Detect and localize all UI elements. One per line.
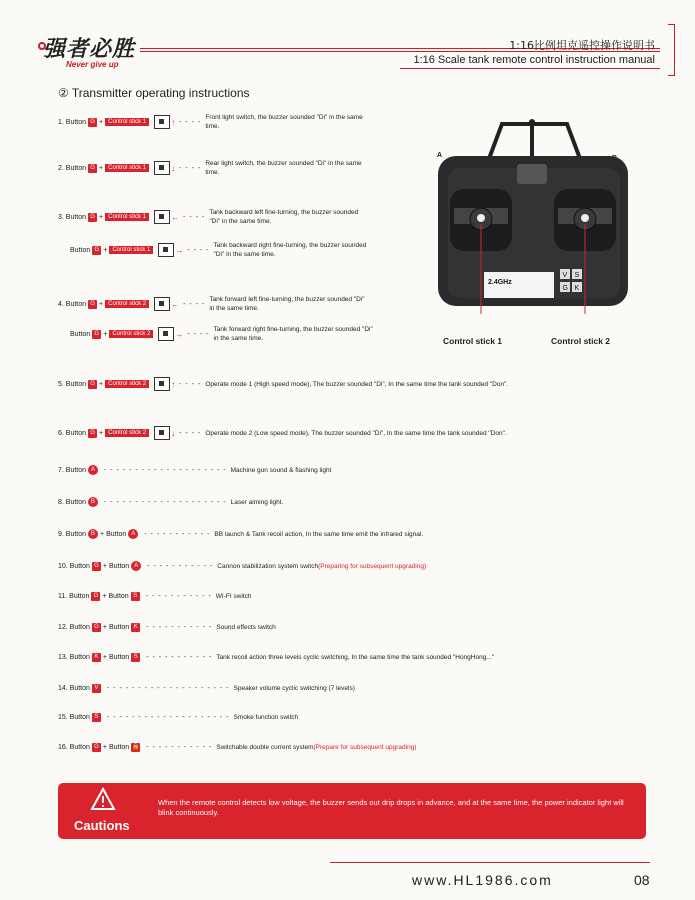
freq-label: 2.4GHz <box>488 279 512 286</box>
key-icon: G <box>92 623 101 632</box>
key-icon: K <box>131 623 140 632</box>
key-icon: 🔒 <box>131 744 140 750</box>
plus-label: + Button <box>102 624 130 631</box>
instruction-row: 7. Button A - - - - - - - - - - - - - - - - - - - - Machine gun sound & flashing light <box>58 466 332 474</box>
plus-label: + Button <box>102 654 130 661</box>
key-icon: S <box>131 653 140 662</box>
row-description: Tank forward right fine-turning, the buzzer sounded "Di" in the same time. <box>213 326 373 342</box>
control-stick-1-label: Control stick 1 <box>443 336 503 346</box>
remote-key-k: K <box>574 285 580 292</box>
g-key-icon: G <box>88 429 97 438</box>
row-number: 2. Button <box>58 164 87 172</box>
g-key-icon: G <box>92 330 101 339</box>
header-title-cn: 1:16比例坦克遥控操作说明书 <box>509 39 655 52</box>
key-icon: G <box>92 743 101 752</box>
instruction-row: 6. Button G + Control stick 2 ↓ - - - - Operate mode 2 (Low speed mode), The buzzer sounded "Di", In the same time the tank sounded "Don". <box>58 426 585 440</box>
row-description: Laser aiming light. <box>230 498 284 506</box>
g-key-icon: G <box>92 246 101 255</box>
direction-arrow-icon: ↓ <box>171 163 176 173</box>
footer-url: www.HL1986.com <box>412 872 553 888</box>
plus-label: + Button <box>100 530 127 538</box>
key-icon: B <box>88 497 98 507</box>
row-number: 8. Button <box>58 498 87 506</box>
key-icon: S <box>92 713 101 722</box>
stick-badge: Control stick 1 <box>105 118 149 126</box>
header-rule-bottom <box>400 68 660 69</box>
row-description: Operate mode 2 (Low speed mode), The buzzer sounded "Di", In the same time the tank sounded "Don". <box>205 429 507 437</box>
key-icon: K <box>92 653 101 662</box>
row-description: Machine gun sound & flashing light <box>230 466 332 474</box>
row-description: Tank backward right fine-turning, the buzzer sounded "Di" in the same time. <box>213 242 367 258</box>
page-bracket <box>668 24 675 76</box>
remote-key-g: G <box>562 285 568 292</box>
control-stick-2-label: Control stick 2 <box>551 336 611 346</box>
row-description: Speaker volume cyclic switching (7 levels) <box>233 685 355 692</box>
instruction-row: 12. Button G + Button K - - - - - - - - - - - Sound effects switch <box>58 624 276 631</box>
key-icon: A <box>131 561 141 571</box>
direction-arrow-icon: ← <box>171 299 180 309</box>
row-description: Tank forward left fine-turning, the buzzer sounded "Di" in the same time. <box>209 296 365 312</box>
instruction-row: 8. Button B - - - - - - - - - - - - - - - - - - - - Laser aiming light. <box>58 498 284 506</box>
logo-text: 强者必胜 <box>43 36 136 62</box>
row-note: (Prepare for subsequent upgrading) <box>313 744 417 751</box>
row-number: 14. Button <box>58 685 90 692</box>
caution-text: When the remote control detects low voltage, the buzzer sends out drip drops in advance, and at the same time, the power indicator light will blink continuously. <box>158 798 624 817</box>
instruction-row: 5. Button G + Control stick 2 ↑ - - - - Operate mode 1 (High speed mode), The buzzer sounded "Di", In the same time the tank sounded "Don". <box>58 377 585 391</box>
key-icon: G <box>91 592 100 601</box>
row-description: Switchable double current system <box>216 744 314 751</box>
g-key-icon: G <box>88 164 97 173</box>
instruction-row: 9. Button B + Button A - - - - - - - - - - - BB launch & Tank recoil action, In the same time emit the infrared signal. <box>58 530 424 538</box>
instruction-row: 14. Button V - - - - - - - - - - - - - - - - - - - - Speaker volume cyclic switching (7 levels) <box>58 685 355 692</box>
header-title-en: 1:16 Scale tank remote control instruction manual <box>413 54 655 66</box>
row-description: Front light switch, the buzzer sounded "Di" in the same time. <box>205 114 363 130</box>
direction-arrow-icon: → <box>175 245 184 255</box>
direction-arrow-icon: ↑ <box>171 379 176 389</box>
remote-label-b: B <box>612 155 618 162</box>
joystick-icon <box>158 243 174 257</box>
key-icon: A <box>128 529 138 539</box>
stick-badge: Control stick 2 <box>109 330 153 338</box>
page-number: 08 <box>634 872 650 888</box>
row-description: Rear light switch, the buzzer sounded "Di" in the same time. <box>205 160 362 176</box>
joystick-icon <box>154 377 170 391</box>
key-icon: A <box>88 465 98 475</box>
instruction-row: 16. Button G + Button 🔒 - - - - - - - - - - - Switchable double current system (Prepare for subsequent upgrading) <box>58 744 417 751</box>
remote-control-illustration <box>432 114 632 314</box>
row-number: 9. Button <box>58 530 87 538</box>
direction-arrow-icon: ← <box>171 212 180 222</box>
plus-label: + Button <box>102 593 129 600</box>
row-description: Sound effects switch <box>216 624 276 631</box>
g-key-icon: G <box>88 300 97 309</box>
caution-title: Cautions <box>74 818 130 833</box>
stick-badge: Control stick 1 <box>105 164 149 172</box>
row-description: BB launch & Tank recoil action, In the same time emit the infrared signal. <box>214 530 424 538</box>
stick-badge: Control stick 1 <box>105 213 149 221</box>
stick-badge: Control stick 2 <box>105 429 149 437</box>
instruction-row: 15. Button S - - - - - - - - - - - - - - - - - - - - Smoke function switch <box>58 714 299 721</box>
g-key-icon: G <box>88 213 97 222</box>
row-number: Button <box>70 246 91 254</box>
key-icon: V <box>92 684 101 693</box>
g-key-icon: G <box>88 380 97 389</box>
instruction-row: 1. Button G + Control stick 1 ↑ - - - - Front light switch, the buzzer sounded "Di" in the same time. <box>58 113 365 131</box>
warning-icon <box>90 787 116 811</box>
row-note: (Preparing for subsequent upgrading) <box>318 562 427 570</box>
g-key-icon: G <box>88 118 97 127</box>
footer-rule <box>330 862 650 863</box>
instruction-row: Button G + Control stick 2 → - - - - Tank forward right fine-turning, the buzzer sounded "Di" in the same time. <box>70 326 373 342</box>
instruction-row: 10. Button G + Button A - - - - - - - - - - - Cannon stabilization system switch (Preparing for subsequent upgrading) <box>58 562 427 570</box>
row-number: 4. Button <box>58 300 87 308</box>
row-number: 13. Button <box>58 654 90 661</box>
instruction-row: 13. Button K + Button S - - - - - - - - - - - Tank recoil action three levels cyclic switching, In the same time the tank sounded "HongHong..." <box>58 654 495 661</box>
stick-badge: Control stick 2 <box>105 300 149 308</box>
row-number: 5. Button <box>58 380 87 388</box>
caution-box <box>58 783 646 839</box>
joystick-icon <box>154 161 170 175</box>
key-icon: G <box>92 562 101 571</box>
row-number: 15. Button <box>58 714 90 721</box>
instruction-row: 2. Button G + Control stick 1 ↓ - - - - Rear light switch, the buzzer sounded "Di" in the same time. <box>58 159 365 177</box>
row-number: Button <box>70 330 91 338</box>
remote-key-v: V <box>562 272 568 279</box>
row-number: 7. Button <box>58 466 87 474</box>
row-description: Operate mode 1 (High speed mode), The buzzer sounded "Di", In the same time the tank sounded "Don". <box>205 380 509 388</box>
direction-arrow-icon: → <box>175 329 184 339</box>
row-number: 1. Button <box>58 118 87 126</box>
joystick-icon <box>158 327 174 341</box>
instruction-row: 11. Button G + Button S - - - - - - - - - - - WI-FI switch <box>58 593 252 600</box>
row-description: Smoke function switch <box>233 714 299 721</box>
direction-arrow-icon: ↓ <box>171 428 176 438</box>
logo-subtitle: Never give up <box>66 60 119 69</box>
instruction-row: 3. Button G + Control stick 1 ← - - - - Tank backward left fine-turning, the buzzer sounded "Di" in the same time. <box>58 208 369 226</box>
direction-arrow-icon: ↑ <box>171 117 176 127</box>
stick-badge: Control stick 2 <box>105 380 149 388</box>
key-icon: B <box>88 529 98 539</box>
row-number: 3. Button <box>58 213 87 221</box>
row-number: 6. Button <box>58 429 87 437</box>
joystick-icon <box>154 115 170 129</box>
row-number: 16. Button <box>58 744 90 751</box>
row-number: 11. Button <box>58 593 90 600</box>
joystick-icon <box>154 297 170 311</box>
plus-label: + Button <box>102 562 130 570</box>
row-description: WI-FI switch <box>215 593 252 600</box>
key-icon: S <box>131 592 140 601</box>
joystick-icon <box>154 210 170 224</box>
section-title: ② Transmitter operating instructions <box>58 86 250 100</box>
row-description: Tank recoil action three levels cyclic switching, In the same time the tank sounded "HongHong..." <box>216 654 495 661</box>
remote-label-a: A <box>437 152 443 159</box>
remote-key-s: S <box>574 272 580 279</box>
row-description: Tank backward left fine-turning, the buzzer sounded "Di" in the same time. <box>209 209 359 225</box>
row-number: 10. Button <box>58 562 90 570</box>
stick-badge: Control stick 1 <box>109 246 153 254</box>
instruction-row: Button G + Control stick 1 → - - - - Tank backward right fine-turning, the buzzer sounded "Di" in the same time. <box>70 241 374 259</box>
joystick-icon <box>154 426 170 440</box>
row-description: Cannon stabilization system switch <box>217 562 319 570</box>
instruction-row: 4. Button G + Control stick 2 ← - - - - Tank forward left fine-turning, the buzzer sounded "Di" in the same time. <box>58 295 369 313</box>
row-number: 12. Button <box>58 624 90 631</box>
plus-label: + Button <box>102 744 130 751</box>
